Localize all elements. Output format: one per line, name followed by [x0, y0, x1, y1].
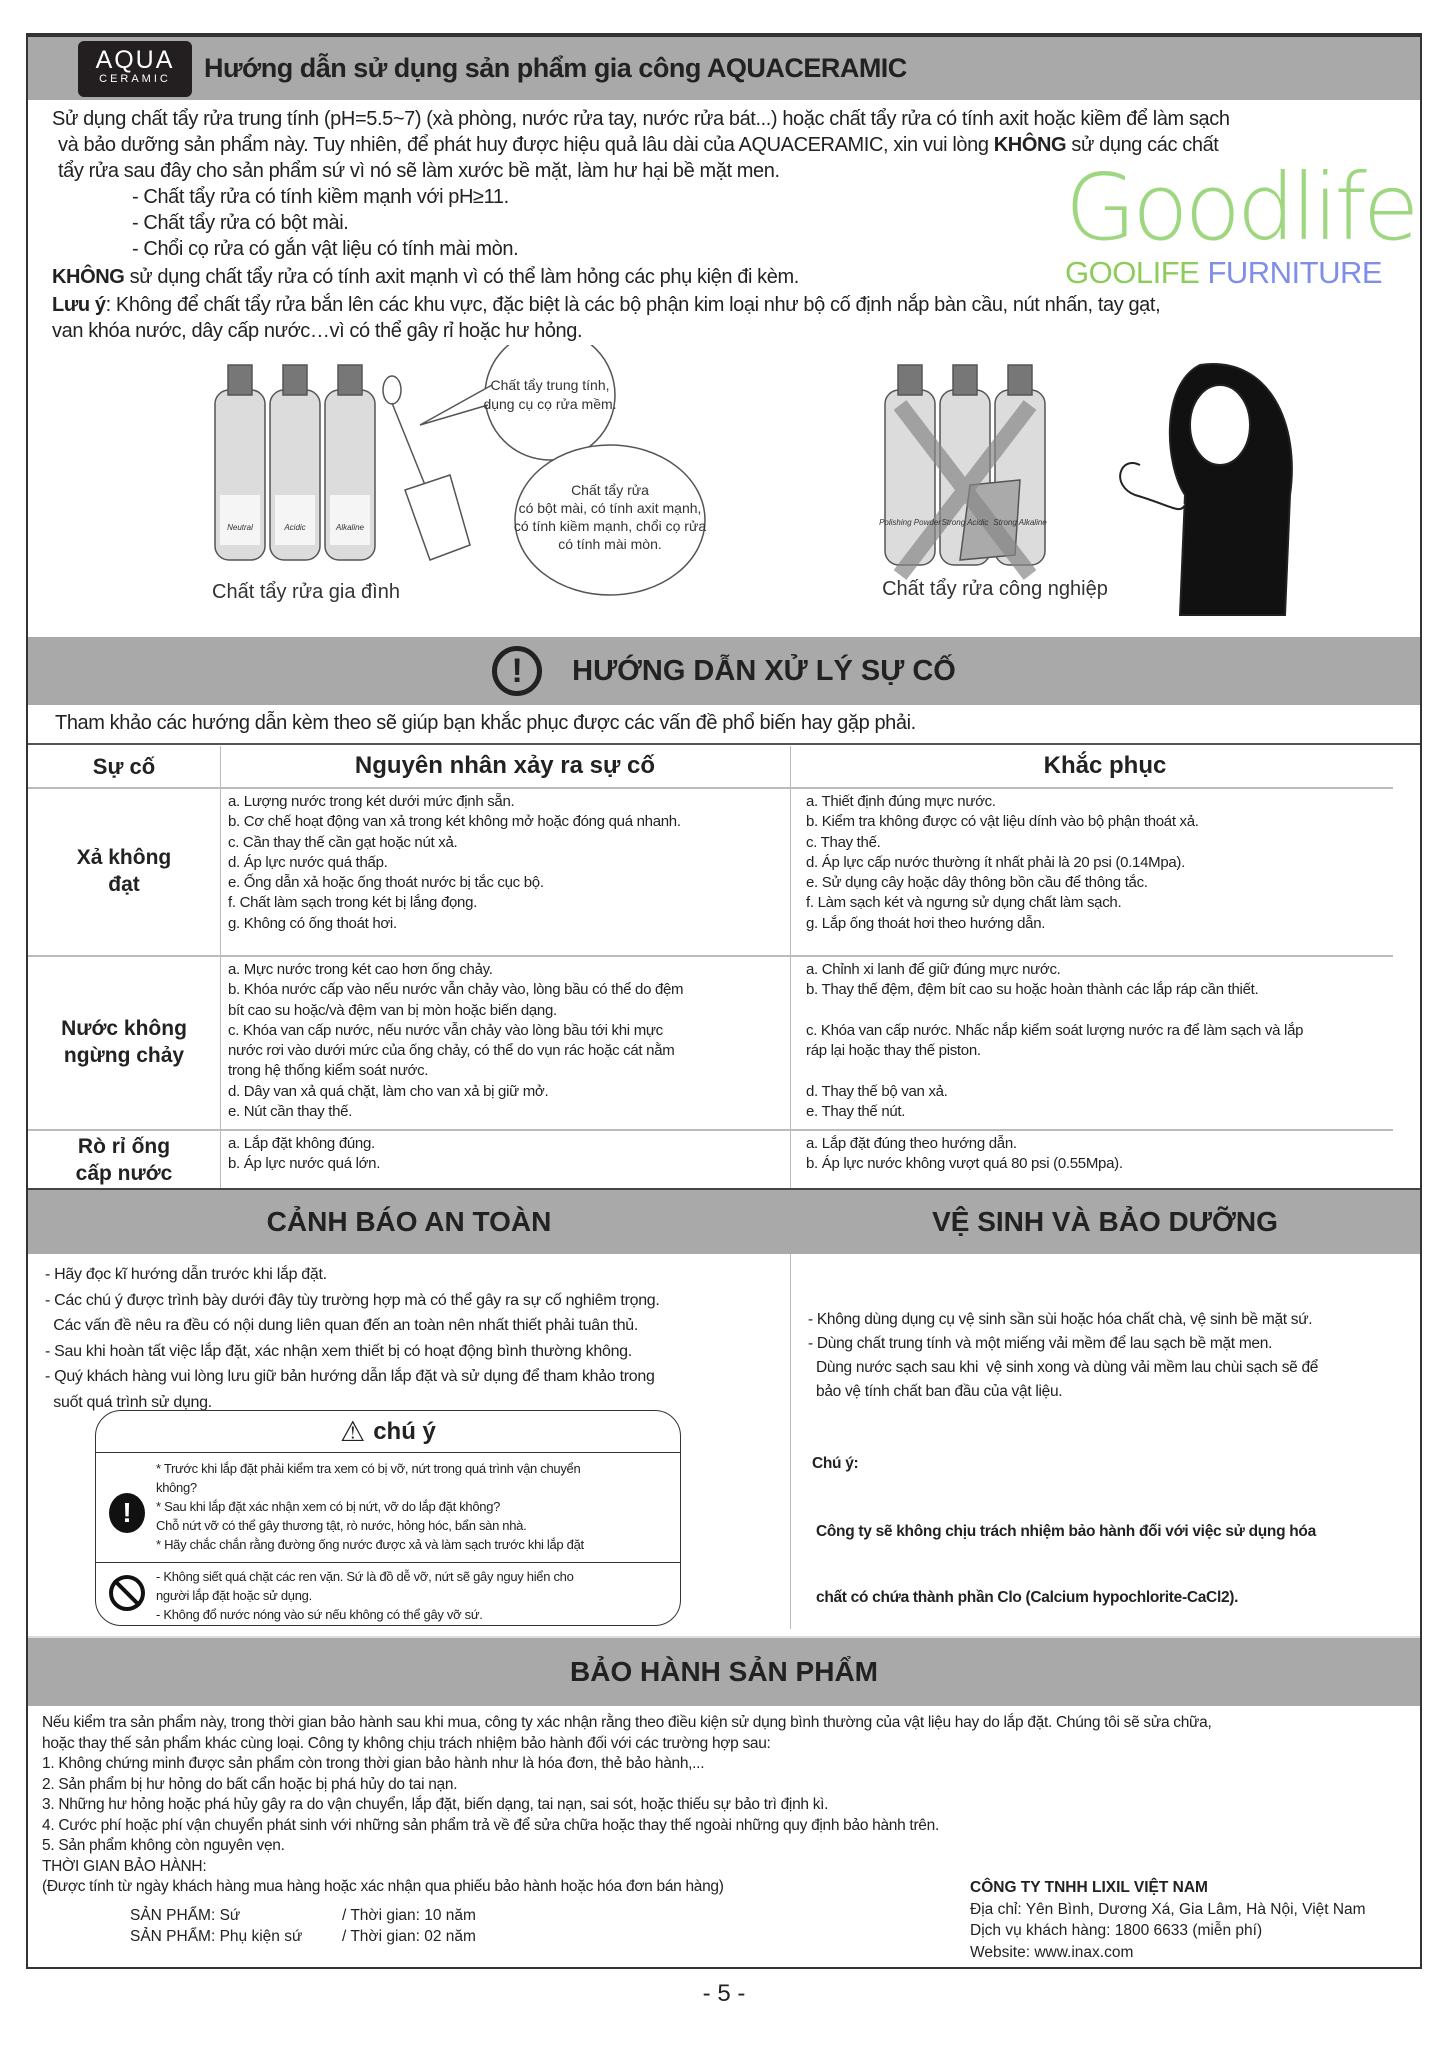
svg-text:Chất tẩy trung tính,: Chất tẩy trung tính,: [490, 377, 610, 393]
fix-item: b. Thay thế đệm, đệm bít cao su hoặc hoàn thành các lắp ráp cần thiết.: [806, 981, 1259, 999]
maintenance-item: - Dùng chất trung tính và một miếng vải mềm để lau sạch bề mặt men.: [808, 1335, 1273, 1352]
cause-item: c. Cần thay thế cần gạt hoặc nút xả.: [228, 833, 458, 851]
col-header-issue: Sự cố: [92, 754, 156, 779]
col-header-cause: Nguyên nhân xảy ra sự cố: [354, 752, 656, 779]
cause-item: e. Nút cần thay thế.: [228, 1103, 353, 1121]
cause-item: b. Áp lực nước quá lớn.: [228, 1155, 381, 1173]
cause-item: d. Áp lực nước quá thấp.: [228, 853, 388, 871]
issue-label-line: ngừng chảy: [63, 1044, 185, 1067]
aquaceramic-logo: AQUA CERAMIC: [78, 41, 192, 97]
maintenance-item: Dùng nước sạch sau khi vệ sinh xong và dùng vải mềm lau chùi sạch sẽ để: [808, 1359, 1319, 1376]
fix-item: [806, 1001, 1303, 1021]
bullet: - Chổi cọ rửa có gắn vật liệu có tính mài mòn.: [132, 238, 519, 260]
mandatory-item: Chỗ nứt vỡ có thể gây thương tật, rò nước, hỏng hóc, bẩn sàn nhà.: [156, 1518, 527, 1533]
page-number: - 5 -: [702, 1980, 746, 2007]
bottle-label: Acidic: [284, 523, 306, 532]
bottle-label: Alkaline: [335, 523, 365, 532]
issue-label-line: đạt: [108, 873, 140, 896]
cause-item: a. Lượng nước trong két dưới mức định sẵn.: [228, 793, 515, 810]
svg-text:có tính mài mòn.: có tính mài mòn.: [558, 536, 662, 552]
issue-label: [28, 1133, 220, 1187]
troubleshoot-intro: Tham khảo các hướng dẫn kèm theo sẽ giúp bạn khắc phục được các vấn đề phổ biến hay gặp phải.: [55, 712, 916, 734]
warranty-band: BẢO HÀNH SẢN PHẨM: [28, 1638, 1420, 1706]
bullet: - Chất tẩy rửa có bột mài.: [132, 212, 349, 234]
household-caption: Chất tẩy rửa gia đình: [212, 581, 400, 603]
bottle-label: Neutral: [227, 523, 253, 532]
svg-text:có tính kiềm mạnh, chổi cọ rửa: có tính kiềm mạnh, chổi cọ rửa: [513, 518, 707, 534]
warranty-line: Nếu kiểm tra sản phẩm này, trong thời gian bảo hành sau khi mua, công ty xác nhận rằng theo điều kiện sử dụng bình thường của vật liệu hay do lắp đặt. Chúng tôi sẽ sửa chữa,: [42, 1714, 1212, 1731]
fix-item: a. Lắp đặt đúng theo hướng dẫn.: [806, 1135, 1017, 1152]
cause-item: f. Chất làm sạch trong két bị lắng đọng.: [228, 894, 477, 912]
troubleshoot-title: HƯỚNG DẪN XỬ LÝ SỰ CỐ: [572, 654, 956, 687]
safety-item: - Quý khách hàng vui lòng lưu giữ bản hướng dẫn lắp đặt và sử dụng để tham khảo trong: [45, 1368, 655, 1385]
fix-item: [806, 1061, 1303, 1081]
caution-title: chú ý: [373, 1417, 436, 1445]
company-address: Địa chỉ: Yên Bình, Dương Xá, Gia Lâm, Hà Nội, Việt Nam: [970, 1900, 1366, 1918]
svg-text:dụng cụ cọ rửa mềm.: dụng cụ cọ rửa mềm.: [483, 396, 617, 412]
issue-label-line: cấp nước: [75, 1162, 173, 1185]
mandatory-icon: !: [109, 1493, 145, 1533]
fix-item: ráp lại hoặc thay thế piston.: [806, 1042, 981, 1060]
svg-text:có bột mài, có tính axit mạnh,: có bột mài, có tính axit mạnh,: [518, 500, 702, 516]
issue-label: [28, 1015, 220, 1069]
safety-item: - Sau khi hoàn tất việc lắp đặt, xác nhận xem thiết bị có hoạt động bình thường không.: [45, 1342, 632, 1360]
safety-band: CẢNH BÁO AN TOÀN: [28, 1190, 790, 1254]
svg-text:Polishing Powder: Polishing Powder: [879, 518, 941, 527]
company-name: CÔNG TY TNHH LIXIL VIỆT NAM: [970, 1879, 1208, 1896]
warranty-text: [42, 1713, 1211, 1898]
fix-item: f. Làm sạch két và ngưng sử dụng chất làm sạch.: [806, 894, 1122, 912]
fix-item: e. Thay thế nút.: [806, 1103, 906, 1121]
safety-item: Các vấn đề nêu ra đều có nội dung liên quan đến an toàn nên nhất thiết phải tuân thủ.: [45, 1317, 639, 1334]
issue-label-line: Xả không: [76, 846, 172, 869]
warranty-periods: SẢN PHẨM: Sứ / Thời gian: 10 năm SẢN PHẨM: Phụ kiện sứ / Thời gian: 02 năm: [130, 1907, 476, 1945]
warranty-line: THỜI GIAN BẢO HÀNH:: [42, 1857, 207, 1875]
warranty-line: (Được tính từ ngày khách hàng mua hàng hoặc xác nhận qua phiếu bảo hành hoặc hóa đơn bán hàng): [42, 1878, 724, 1895]
company-website[interactable]: Website: www.inax.com: [970, 1943, 1134, 1961]
cause-item: bít cao su hoặc/và đệm van bị mòn hoặc biến dạng.: [228, 1001, 557, 1019]
cause-item: a. Lắp đặt không đúng.: [228, 1135, 375, 1152]
cause-item: nước rơi vào dưới mức của ống chảy, có thể do vụn rác hoặc cát nằm: [228, 1042, 675, 1060]
warranty-line: hoặc thay thế sản phẩm khác cùng loại. Công ty không chịu trách nhiệm bảo hành đối với các trường hợp sau:: [42, 1734, 771, 1752]
mandatory-item: * Hãy chắc chắn rằng đường ống nước được xả và làm sạch trước khi lắp đặt: [156, 1537, 584, 1552]
warranty-line: 5. Sản phẩm không còn nguyên vẹn.: [42, 1837, 285, 1854]
safety-item: - Hãy đọc kĩ hướng dẫn trước khi lắp đặt.: [45, 1266, 327, 1283]
maintenance-band: VỆ SINH VÀ BẢO DƯỠNG: [790, 1190, 1420, 1254]
industrial-caption: Chất tẩy rửa công nghiệp: [882, 578, 1108, 600]
cause-item: d. Dây van xả quá chặt, làm cho van xả bị giữ mở.: [228, 1082, 549, 1100]
fix-item: a. Chỉnh xi lanh để giữ đúng mực nước.: [806, 961, 1061, 978]
fix-item: c. Thay thế.: [806, 833, 881, 851]
maintenance-item: - Không dùng dụng cụ vệ sinh sần sùi hoặc hóa chất chà, vệ sinh bề mặt sứ.: [808, 1311, 1313, 1328]
warranty-line: 4. Cước phí hoặc phí vận chuyển phát sinh với những sản phẩm trả về để sửa chữa hoặc thay thế ngoài những quy định bảo hành trên.: [42, 1816, 939, 1834]
issue-label: [28, 844, 220, 898]
issue-label-line: Nước không: [61, 1017, 187, 1040]
caution-box: [95, 1410, 681, 1626]
fix-item: b. Kiểm tra không được có vật liệu dính vào bộ phận thoát xả.: [806, 813, 1199, 831]
warning-triangle-icon: ⚠: [340, 1416, 366, 1447]
fix-item: d. Áp lực cấp nước thường ít nhất phải là 20 psi (0.14Mpa).: [806, 853, 1185, 871]
prohibited-item: người lắp đặt hoặc sử dụng.: [156, 1588, 312, 1603]
warranty-line: 2. Sản phẩm bị hư hỏng do bất cẩn hoặc bị phá hủy do tai nạn.: [42, 1775, 458, 1793]
maintenance-list: - Không dùng dụng cụ vệ sinh sần sùi hoặc hóa chất chà, vệ sinh bề mặt sứ. - Dùng chất trung tính và một miếng vải mềm để lau sạch bề mặt men. Dùng nước sạch sau khi vệ sinh xong và dùng vải mềm lau chùi sạch sẽ để bảo vệ tính chất ban đầu của vật liệu. Chú ý: Công ty sẽ không chịu trách nhiệm bảo hành đối với việc sử dụng hóa chất có chứa thành phần Clo (Calcium hypochlorite-CaCl2).: [808, 1311, 1319, 1606]
warranty-line: 1. Không chứng minh được sản phẩm còn trong thời gian bảo hành như là hóa đơn, thẻ bảo hành,...: [42, 1755, 705, 1772]
bullet: - Chất tẩy rửa có tính kiềm mạnh với pH≥11.: [132, 186, 509, 208]
fix-item: a. Thiết định đúng mực nước.: [806, 793, 996, 810]
mandatory-item: * Sau khi lắp đặt xác nhận xem có bị nứt, vỡ do lắp đặt không?: [156, 1499, 501, 1514]
svg-text:Chất tẩy rửa: Chất tẩy rửa: [571, 482, 649, 498]
col-header-fix: Khắc phục: [1043, 752, 1167, 779]
svg-text:Strong Acidic: Strong Acidic: [941, 518, 989, 527]
issue-label-line: Rò rỉ ống: [77, 1135, 171, 1158]
company-hotline: Dịch vụ khách hàng: 1800 6633 (miễn phí): [970, 1922, 1263, 1939]
troubleshoot-band: [28, 637, 1420, 705]
troubleshoot-table: [28, 746, 1420, 1191]
prohibited-icon: [109, 1575, 145, 1611]
goodlife-watermark: Goodlife GOOLIFE FURNITURE: [1065, 154, 1416, 290]
prohibited-item: - Không đổ nước nóng vào sứ nếu không có thể gây vỡ sứ.: [156, 1607, 483, 1622]
company-info: [970, 1877, 1366, 1963]
cause-item: b. Cơ chế hoạt động van xả trong két không mở hoặc đóng quá nhanh.: [228, 813, 681, 831]
cause-item: g. Không có ống thoát hơi.: [228, 914, 397, 932]
maintenance-item: bảo vệ tính chất ban đầu của vật liệu.: [808, 1383, 1063, 1400]
exclamation-icon: !: [492, 646, 542, 696]
soft-brush: [383, 376, 470, 560]
mandatory-item: * Trước khi lắp đặt phải kiểm tra xem có bị vỡ, nứt trong quá trình vận chuyển: [156, 1461, 581, 1476]
fix-item: c. Khóa van cấp nước. Nhấc nắp kiểm soát lượng nước ra để làm sạch và lắp: [806, 1021, 1304, 1039]
woman-figure: [1120, 364, 1292, 615]
fix-item: d. Thay thế bộ van xả.: [806, 1082, 948, 1100]
prohibited-item: - Không siết quá chặt các ren vặn. Sứ là đồ dễ vỡ, nứt sẽ gây nguy hiển cho: [156, 1569, 574, 1584]
fix-item: b. Áp lực nước không vượt quá 80 psi (0.55Mpa).: [806, 1155, 1123, 1173]
cause-item: a. Mực nước trong két cao hơn ống chảy.: [228, 961, 493, 978]
cause-item: trong hệ thống kiểm soát nước.: [228, 1062, 429, 1080]
intro-section: Sử dụng chất tẩy rửa trung tính (pH=5.5~7) (xà phòng, nước rửa tay, nước rửa bát...) hoặc chất tẩy rửa có tính axit hoặc kiềm để làm sạch và bảo dưỡng sản phẩm này. Tuy nhiên, để phát huy được hiệu quả lâu dài của AQUACERAMIC, xin vui lòng KHÔNG sử dụng các chất tẩy rửa sau đây cho sản phẩm sứ vì nó sẽ làm xước bề mặt, làm hư hại bề mặt men. - Chất tẩy rửa có tính kiềm mạnh với pH≥11. - Chất tẩy rửa có bột mài. - Chổi cọ rửa có gắn vật liệu có tính mài mòn. KHÔNG sử dụng chất tẩy rửa có tính axit mạnh vì có thể làm hỏng các phụ kiện đi kèm. Lưu ý: Không để chất tẩy rửa bắn lên các khu vực, đặc biệt là các bộ phận kim loại như bộ cố định nắp bàn cầu, nút nhấn, tay gạt, van khóa nước, dây cấp nước…vì có thể gây rỉ hoặc hư hỏng.: [52, 106, 1412, 344]
mandatory-item: không?: [156, 1480, 197, 1495]
maintenance-note-label: Chú ý:: [812, 1455, 859, 1472]
cause-item: c. Khóa van cấp nước, nếu nước vẫn chảy vào lòng bầu tới khi mực: [228, 1021, 663, 1039]
fix-item: e. Sử dụng cây hoặc dây thông bồn cầu để thông tắc.: [806, 874, 1148, 892]
warranty-line: 3. Những hư hỏng hoặc phá hủy gây ra do vận chuyển, lắp đặt, biến dạng, tai nạn, sai sót, hoặc thiếu sự bảo trì định kì.: [42, 1796, 829, 1813]
page-title: Hướng dẫn sử dụng sản phẩm gia công AQUACERAMIC: [204, 53, 907, 83]
safety-list: [45, 1262, 660, 1415]
header-band: [28, 37, 1420, 100]
cleaning-illustration: [180, 345, 1420, 625]
safety-item: - Các chú ý được trình bày dưới đây tùy trường hợp mà có thể gây ra sự cố nghiêm trọng.: [45, 1291, 660, 1309]
cause-item: e. Ống dẫn xả hoặc ống thoát nước bị tắc cục bộ.: [228, 874, 544, 892]
safety-item: suốt quá trình sử dụng.: [45, 1393, 212, 1411]
svg-text:Strong Alkaline: Strong Alkaline: [993, 518, 1047, 527]
cause-item: b. Khóa nước cấp vào nếu nước vẫn chảy vào, lòng bầu có thể do đệm: [228, 981, 684, 999]
fix-item: g. Lắp ống thoát hơi theo hướng dẫn.: [806, 914, 1046, 932]
